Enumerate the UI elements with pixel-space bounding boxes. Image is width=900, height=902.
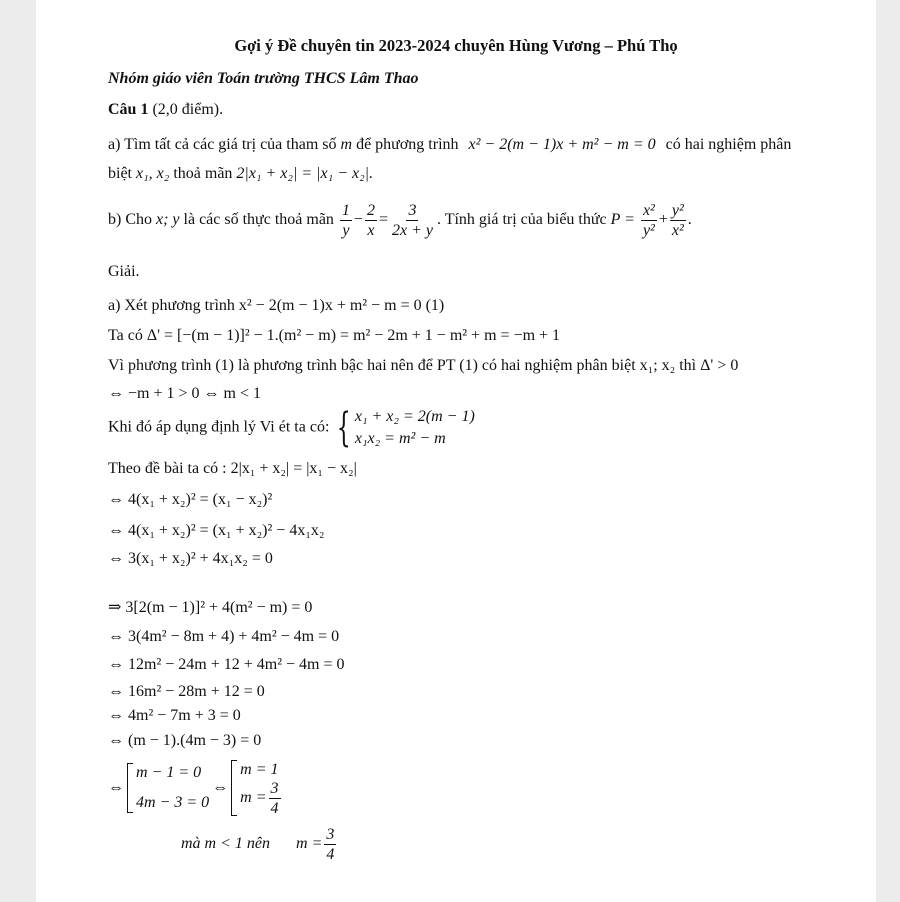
part-b-line: b) Cho x; y là các số thực thoả mãn $\frac{1}{y}$ − $\frac{2}{x}$ = $\frac{3}{2x + y}$ . Tính giá trị của biểu thức P = $\frac{\text{x²}}{\text{y²}}$ + $\frac{\text{y²}}{\text{x²}}$ . <box>108 202 692 239</box>
part-b-variables: x; y <box>156 211 180 229</box>
question-number: Câu 1 <box>108 101 149 118</box>
solution-step-14: ⇔ 4m² − 7m + 3 = 0 <box>108 707 241 724</box>
vieta-product: x₁x₂ = m² − m <box>354 430 446 447</box>
part-b-text: b) Cho <box>108 211 152 229</box>
vieta-sum: x₁ + x₂ = 2(m − 1) <box>354 408 475 425</box>
solution-step-2: Ta có Δ' = [−(m − 1)]² − 1.(m² − m) = m² − 2m + 1 − m² + m = −m + 1 <box>108 327 561 344</box>
solution-step-4: ⇔ −m + 1 > 0 ⇔ m < 1 <box>108 385 261 402</box>
bracket-set-2: m = 1 m = $\frac{3}{4}$ <box>231 760 282 816</box>
part-a-line-2 <box>108 164 373 184</box>
part-a-variable: m <box>340 136 353 153</box>
part-a-text: a) Tìm tất cả các giá trị của tham số <box>108 136 337 153</box>
part-a2-condition: 2|x₁ + x₂| = |x₁ − x₂|. <box>236 165 374 182</box>
document-title: Gợi ý Đề chuyên tin 2023-2024 chuyên Hùng Vương – Phú Thọ <box>234 36 678 55</box>
root-1: m = 1 <box>240 761 279 778</box>
solution-label: Giải. <box>108 263 140 280</box>
brace-icon: { <box>337 405 352 451</box>
solution-step-11: ⇔ 3(4m² − 8m + 4) + 4m² − 4m = 0 <box>108 628 340 645</box>
fraction-3: $\frac{3}{2x + y}$ <box>391 202 433 239</box>
solution-step-13: ⇔ 16m² − 28m + 12 = 0 <box>108 683 265 700</box>
bracket-set-1 <box>127 763 209 813</box>
vieta-system <box>333 406 474 450</box>
conclusion-text: mà m < 1 nên <box>181 835 271 853</box>
part-a-text-3: có hai nghiệm phân <box>665 136 792 153</box>
part-a-equation: x² − 2(m − 1)x + m² − m = 0 <box>468 136 656 153</box>
part-b-text-3: . Tính giá trị của biểu thức <box>436 211 607 229</box>
solution-step-10: ⇒ 3[2(m − 1)]² + 4(m² − m) = 0 <box>108 599 313 616</box>
part-a-line-1 <box>108 135 791 155</box>
fraction-1: $\frac{1}{y}$ <box>341 202 350 239</box>
solution-step-15: ⇔ (m − 1).(4m − 3) = 0 <box>108 732 262 749</box>
expression-p: P = <box>610 211 635 229</box>
solution-step-1: a) Xét phương trình x² − 2(m − 1)x + m² − m = 0 (1) <box>108 297 445 314</box>
fraction-p2: $\frac{\text{y²}}{\text{x²}}$ <box>671 202 684 239</box>
conclusion-line <box>181 826 338 863</box>
vieta-line <box>108 406 475 450</box>
part-b-text-2: là các số thực thoả mãn <box>183 211 334 229</box>
conclusion-value-label: m = <box>296 835 323 853</box>
solution-step-8: ⇔ 4(x₁ + x₂)² = (x₁ + x₂)² − 4x₁x₂ <box>108 522 325 539</box>
fraction-p1: $\frac{\text{x²}}{\text{y²}}$ <box>642 202 655 239</box>
solution-step-7: ⇔ 4(x₁ + x₂)² = (x₁ − x₂)² <box>108 491 273 508</box>
author-group: Nhóm giáo viên Toán trường THCS Lâm Thao <box>108 70 419 87</box>
document-page <box>36 0 876 902</box>
part-a-text-2: để phương trình <box>356 136 459 153</box>
root-2-label: m = <box>240 789 267 807</box>
solution-step-3: Vì phương trình (1) là phương trình bậc hai nên để PT (1) có hai nghiệm phân biệt x₁; x₂ thì Δ' > 0 <box>108 357 739 374</box>
fraction-2: $\frac{2}{x}$ <box>366 202 375 239</box>
part-a2-text: biệt <box>108 165 132 182</box>
conclusion-fraction: $\frac{3}{4}$ <box>326 826 335 863</box>
part-a2-text-2: thoả mãn <box>173 165 233 182</box>
factor-2-eq: 4m − 3 = 0 <box>136 794 210 811</box>
solution-step-16: ⇔ m − 1 = 0 4m − 3 = 0 ⇔ m = 1 m = $\frac{3}{4}$ <box>108 760 283 816</box>
vieta-text: Khi đó áp dụng định lý Vi ét ta có: <box>108 418 330 436</box>
solution-step-9: ⇔ 3(x₁ + x₂)² + 4x₁x₂ = 0 <box>108 550 273 567</box>
part-a2-variables: x₁, x₂ <box>136 165 170 182</box>
question-points: (2,0 điểm). <box>152 101 224 118</box>
solution-step-6: Theo đề bài ta có : 2|x₁ + x₂| = |x₁ − x₂| <box>108 460 357 477</box>
question-heading <box>108 100 223 120</box>
solution-step-12: ⇔ 12m² − 24m + 12 + 4m² − 4m = 0 <box>108 656 345 673</box>
factor-1-eq: m − 1 = 0 <box>136 764 202 781</box>
